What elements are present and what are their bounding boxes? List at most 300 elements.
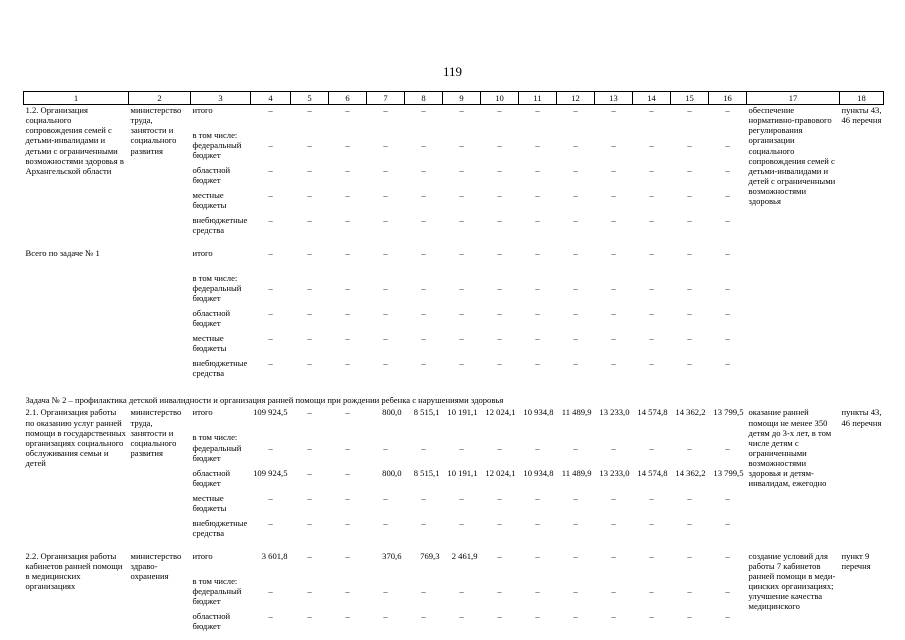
empty-cell (709, 130, 747, 140)
empty-cell (367, 130, 405, 140)
value-cell: – (497, 190, 502, 201)
value-cell: – (459, 283, 464, 294)
value-cell: – (573, 550, 578, 561)
value-cell: – (268, 140, 273, 151)
value-cell: – (268, 492, 273, 503)
value-cell: 2 461,9 (451, 550, 478, 561)
value-cell: – (383, 308, 388, 319)
value-cell: – (649, 215, 654, 226)
value-cell: – (383, 492, 388, 503)
value-cell: – (497, 358, 502, 369)
value-cell: 8 515,1 (413, 407, 440, 418)
executor: министерство здраво-охранения (130, 550, 182, 581)
value-cell: – (268, 283, 273, 294)
empty-cell (595, 432, 633, 442)
value-cell: – (459, 333, 464, 344)
value-cell: – (459, 248, 464, 259)
funding-source: федеральный бюджет (192, 585, 242, 606)
value-cell: – (307, 407, 312, 418)
value-cell: 800,0 (382, 467, 402, 478)
value-cell: – (345, 358, 350, 369)
funding-source: областной бюджет (192, 610, 231, 631)
column-number-5: 5 (291, 92, 329, 105)
funding-source: итого (192, 105, 213, 115)
value-cell: – (535, 248, 540, 259)
value-cell: – (383, 215, 388, 226)
funding-source: в том числе: (192, 432, 238, 443)
value-cell: – (535, 585, 540, 596)
empty-cell (633, 273, 671, 283)
value-cell: – (687, 215, 692, 226)
value-cell: – (497, 248, 502, 259)
empty-cell (481, 273, 519, 283)
value-cell: – (345, 333, 350, 344)
value-cell: – (459, 105, 464, 115)
value-cell: – (535, 308, 540, 319)
empty-cell (443, 576, 481, 586)
value-cell: – (725, 610, 730, 621)
value-cell: – (421, 283, 426, 294)
value-cell: – (535, 492, 540, 503)
executor (129, 248, 191, 383)
value-cell: 370,6 (382, 550, 402, 561)
spacer-cell (24, 383, 884, 391)
value-cell: – (307, 105, 312, 115)
value-cell: – (307, 442, 312, 453)
value-cell: – (459, 140, 464, 151)
empty-cell (519, 130, 557, 140)
value-cell: – (687, 492, 692, 503)
funding-source: внебюджетные средства (192, 215, 248, 236)
value-cell: 8 515,1 (413, 467, 440, 478)
empty-cell (251, 130, 291, 140)
value-cell: – (345, 492, 350, 503)
value-cell: – (421, 215, 426, 226)
value-cell: – (421, 358, 426, 369)
value-cell: – (649, 492, 654, 503)
value-cell: – (573, 248, 578, 259)
value-cell: – (649, 248, 654, 259)
value-cell: – (611, 442, 616, 453)
empty-cell (481, 576, 519, 586)
empty-cell (595, 130, 633, 140)
value-cell: – (383, 190, 388, 201)
list-points: пункт 9 перечня (841, 550, 871, 571)
value-cell: – (535, 333, 540, 344)
value-cell: – (307, 585, 312, 596)
value-cell: 10 934,8 (523, 467, 554, 478)
value-cell: – (268, 517, 273, 528)
value-cell: 800,0 (382, 407, 402, 418)
empty-cell (633, 432, 671, 442)
value-cell: – (459, 308, 464, 319)
value-cell: – (573, 492, 578, 503)
value-cell: – (307, 140, 312, 151)
value-cell: – (345, 283, 350, 294)
empty-cell (671, 432, 709, 442)
data-row (24, 248, 884, 273)
value-cell: 10 191,1 (447, 467, 478, 478)
column-number-8: 8 (405, 92, 443, 105)
value-cell: – (383, 610, 388, 621)
value-cell: – (573, 610, 578, 621)
value-cell: – (687, 308, 692, 319)
empty-cell (481, 130, 519, 140)
task-row (24, 391, 884, 407)
value-cell: – (611, 105, 616, 115)
column-number-9: 9 (443, 92, 481, 105)
value-cell: – (383, 442, 388, 453)
column-number-10: 10 (481, 92, 519, 105)
value-cell: – (421, 333, 426, 344)
value-cell: – (268, 105, 273, 115)
value-cell: – (611, 358, 616, 369)
value-cell: – (535, 550, 540, 561)
measure-name: 2.2. Организация работы кабинетов ранней помощи в медицинских организациях (25, 550, 123, 591)
value-cell: – (687, 358, 692, 369)
value-cell: – (573, 585, 578, 596)
empty-cell (405, 273, 443, 283)
value-cell: – (421, 248, 426, 259)
empty-cell (291, 130, 329, 140)
value-cell: – (687, 190, 692, 201)
value-cell: – (307, 610, 312, 621)
funding-source: местные бюджеты (192, 190, 227, 211)
empty-cell (251, 273, 291, 283)
executor: министерство труда, занятости и социального развития (130, 407, 182, 458)
column-number-12: 12 (557, 92, 595, 105)
value-cell: 3 601,8 (261, 550, 288, 561)
measure-name: 1.2. Организация социального сопровождения семей с детьми-инвалидами и детьми с ограниченными возможностями здоровья в Архангельской области (25, 105, 124, 176)
empty-cell (633, 130, 671, 140)
value-cell: – (383, 165, 388, 176)
column-number-16: 16 (709, 92, 747, 105)
empty-cell (709, 576, 747, 586)
value-cell: – (611, 190, 616, 201)
data-row (24, 551, 884, 576)
value-cell: – (307, 190, 312, 201)
value-cell: – (687, 333, 692, 344)
empty-cell (329, 576, 367, 586)
value-cell: – (459, 585, 464, 596)
list-points: пункты 43, 46 перечня (841, 105, 882, 126)
value-cell: – (459, 610, 464, 621)
value-cell: – (611, 283, 616, 294)
column-number-4: 4 (251, 92, 291, 105)
empty-cell (557, 130, 595, 140)
empty-cell (251, 432, 291, 442)
column-number-6: 6 (329, 92, 367, 105)
empty-cell (671, 130, 709, 140)
value-cell: – (345, 442, 350, 453)
value-cell: – (421, 517, 426, 528)
value-cell: – (649, 283, 654, 294)
value-cell: – (725, 105, 730, 115)
spacer-cell (24, 543, 884, 551)
value-cell: – (383, 105, 388, 115)
value-cell: – (687, 140, 692, 151)
value-cell: – (307, 215, 312, 226)
value-cell: – (307, 517, 312, 528)
value-cell: – (421, 140, 426, 151)
empty-cell (251, 576, 291, 586)
expected-result: оказание ранней помощи не менее 350 детям до 3-х лет, в том числе детям с ограниченными возможностями здоровья и детям-инвалидам, ежегодно (748, 407, 832, 489)
value-cell: 13 233,0 (599, 467, 630, 478)
value-cell: – (687, 442, 692, 453)
list-points: пункты 43, 46 перечня (841, 407, 882, 428)
value-cell: – (725, 248, 730, 259)
value-cell: 13 233,0 (599, 407, 630, 418)
value-cell: – (345, 105, 350, 115)
value-cell: – (687, 585, 692, 596)
value-cell: – (421, 585, 426, 596)
value-cell: – (535, 165, 540, 176)
value-cell: – (687, 517, 692, 528)
value-cell: – (459, 215, 464, 226)
value-cell: – (497, 517, 502, 528)
value-cell: 109 924,5 (253, 467, 288, 478)
funding-source: итого (192, 550, 213, 561)
funding-source: в том числе: (192, 575, 238, 586)
empty-cell (405, 432, 443, 442)
value-cell: – (573, 105, 578, 115)
value-cell: – (535, 215, 540, 226)
value-cell: – (725, 215, 730, 226)
value-cell: – (649, 333, 654, 344)
value-cell: – (345, 308, 350, 319)
value-cell: – (383, 283, 388, 294)
value-cell: – (383, 140, 388, 151)
empty-cell (557, 273, 595, 283)
value-cell: 10 934,8 (523, 407, 554, 418)
value-cell: 11 489,9 (561, 467, 592, 478)
value-cell: – (268, 215, 273, 226)
empty-cell (633, 576, 671, 586)
value-cell: – (725, 358, 730, 369)
value-cell: – (421, 610, 426, 621)
value-cell: – (573, 358, 578, 369)
value-cell: – (573, 333, 578, 344)
value-cell: – (459, 517, 464, 528)
value-cell: – (383, 517, 388, 528)
value-cell: – (345, 140, 350, 151)
value-cell: – (687, 283, 692, 294)
value-cell: – (573, 140, 578, 151)
column-number-2: 2 (129, 92, 191, 105)
value-cell: – (307, 467, 312, 478)
value-cell: – (421, 105, 426, 115)
value-cell: – (307, 492, 312, 503)
value-cell: – (725, 550, 730, 561)
value-cell: – (573, 283, 578, 294)
value-cell: – (307, 333, 312, 344)
funding-source: местные бюджеты (192, 333, 227, 354)
value-cell: – (649, 517, 654, 528)
value-cell: – (535, 105, 540, 115)
column-number-14: 14 (633, 92, 671, 105)
value-cell: – (649, 358, 654, 369)
value-cell: – (497, 442, 502, 453)
value-cell: – (268, 333, 273, 344)
value-cell: – (573, 442, 578, 453)
measure-name: Всего по задаче № 1 (25, 248, 100, 259)
empty-cell (443, 432, 481, 442)
value-cell: – (611, 517, 616, 528)
value-cell: – (725, 442, 730, 453)
data-row (24, 407, 884, 432)
value-cell: – (345, 215, 350, 226)
value-cell: – (687, 165, 692, 176)
value-cell: – (307, 248, 312, 259)
empty-cell (291, 273, 329, 283)
value-cell: – (535, 190, 540, 201)
value-cell: – (611, 492, 616, 503)
empty-cell (519, 273, 557, 283)
funding-source: федеральный бюджет (192, 283, 242, 304)
value-cell: – (268, 585, 273, 596)
funding-source: итого (192, 407, 213, 418)
value-cell: – (649, 105, 654, 115)
funding-source: внебюджетные средства (192, 517, 248, 538)
spacer-cell (24, 240, 884, 248)
empty-cell (519, 576, 557, 586)
empty-cell (405, 130, 443, 140)
column-number-11: 11 (519, 92, 557, 105)
value-cell: – (268, 610, 273, 621)
column-number-17: 17 (747, 92, 840, 105)
column-number-1: 1 (24, 92, 129, 105)
empty-cell (709, 273, 747, 283)
funding-source: итого (192, 248, 213, 259)
empty-cell (367, 576, 405, 586)
empty-cell (329, 432, 367, 442)
value-cell: – (268, 190, 273, 201)
value-cell: 14 574,8 (637, 407, 668, 418)
value-cell: 12 024,1 (485, 467, 516, 478)
value-cell: – (611, 585, 616, 596)
spacer-row (24, 383, 884, 391)
funding-source: областной бюджет (192, 165, 231, 186)
funding-source: в том числе: (192, 273, 238, 284)
value-cell: – (649, 610, 654, 621)
header-row (24, 92, 884, 105)
empty-cell (443, 130, 481, 140)
funding-source: внебюджетные средства (192, 358, 248, 379)
value-cell: 13 799,5 (713, 407, 744, 418)
value-cell: – (573, 215, 578, 226)
value-cell: – (497, 585, 502, 596)
value-cell: – (459, 492, 464, 503)
value-cell: – (421, 442, 426, 453)
value-cell: – (725, 140, 730, 151)
task-heading: Задача № 2 – профилактика детской инвалидности и организация ранней помощи при рождении ребенка с нарушениями здоровья (25, 395, 504, 406)
value-cell: 109 924,5 (253, 407, 288, 418)
value-cell: – (307, 358, 312, 369)
value-cell: – (345, 165, 350, 176)
value-cell: – (459, 442, 464, 453)
value-cell: – (497, 333, 502, 344)
value-cell: – (611, 308, 616, 319)
empty-cell (557, 432, 595, 442)
value-cell: – (345, 467, 350, 478)
empty-cell (329, 273, 367, 283)
value-cell: – (725, 165, 730, 176)
value-cell: – (725, 517, 730, 528)
value-cell: – (497, 140, 502, 151)
value-cell: – (497, 610, 502, 621)
column-number-7: 7 (367, 92, 405, 105)
funding-source: федеральный бюджет (192, 140, 242, 161)
column-number-18: 18 (840, 92, 884, 105)
value-cell: – (725, 190, 730, 201)
value-cell: – (611, 550, 616, 561)
value-cell: – (497, 550, 502, 561)
value-cell: – (573, 165, 578, 176)
funding-source: областной бюджет (192, 467, 231, 488)
value-cell: 14 362,2 (675, 467, 706, 478)
value-cell: – (383, 585, 388, 596)
value-cell: – (345, 517, 350, 528)
value-cell: – (383, 333, 388, 344)
executor: министерство труда, занятости и социального развития (130, 105, 182, 156)
value-cell: – (725, 492, 730, 503)
value-cell: – (383, 248, 388, 259)
empty-cell (291, 432, 329, 442)
value-cell: – (383, 358, 388, 369)
list-points (840, 248, 884, 383)
value-cell: – (649, 165, 654, 176)
value-cell: – (497, 492, 502, 503)
value-cell: – (421, 308, 426, 319)
empty-cell (367, 432, 405, 442)
value-cell: – (421, 165, 426, 176)
value-cell: – (497, 283, 502, 294)
column-number-3: 3 (191, 92, 251, 105)
value-cell: – (535, 283, 540, 294)
value-cell: – (649, 308, 654, 319)
value-cell: – (535, 442, 540, 453)
expected-result (747, 248, 840, 383)
empty-cell (405, 576, 443, 586)
value-cell: – (307, 165, 312, 176)
value-cell: – (611, 140, 616, 151)
value-cell: – (649, 140, 654, 151)
value-cell: – (611, 248, 616, 259)
funding-source: местные бюджеты (192, 492, 227, 513)
value-cell: – (345, 407, 350, 418)
value-cell: 12 024,1 (485, 407, 516, 418)
value-cell: – (611, 165, 616, 176)
empty-cell (443, 273, 481, 283)
value-cell: – (611, 333, 616, 344)
value-cell: – (687, 610, 692, 621)
value-cell: – (725, 585, 730, 596)
value-cell: – (459, 190, 464, 201)
value-cell: – (307, 283, 312, 294)
value-cell: – (497, 215, 502, 226)
value-cell: – (497, 105, 502, 115)
empty-cell (671, 576, 709, 586)
spacer-row (24, 543, 884, 551)
value-cell: – (535, 610, 540, 621)
value-cell: – (268, 442, 273, 453)
value-cell: – (573, 190, 578, 201)
value-cell: – (649, 585, 654, 596)
value-cell: – (725, 283, 730, 294)
value-cell: – (268, 248, 273, 259)
value-cell: – (725, 308, 730, 319)
value-cell: – (649, 442, 654, 453)
